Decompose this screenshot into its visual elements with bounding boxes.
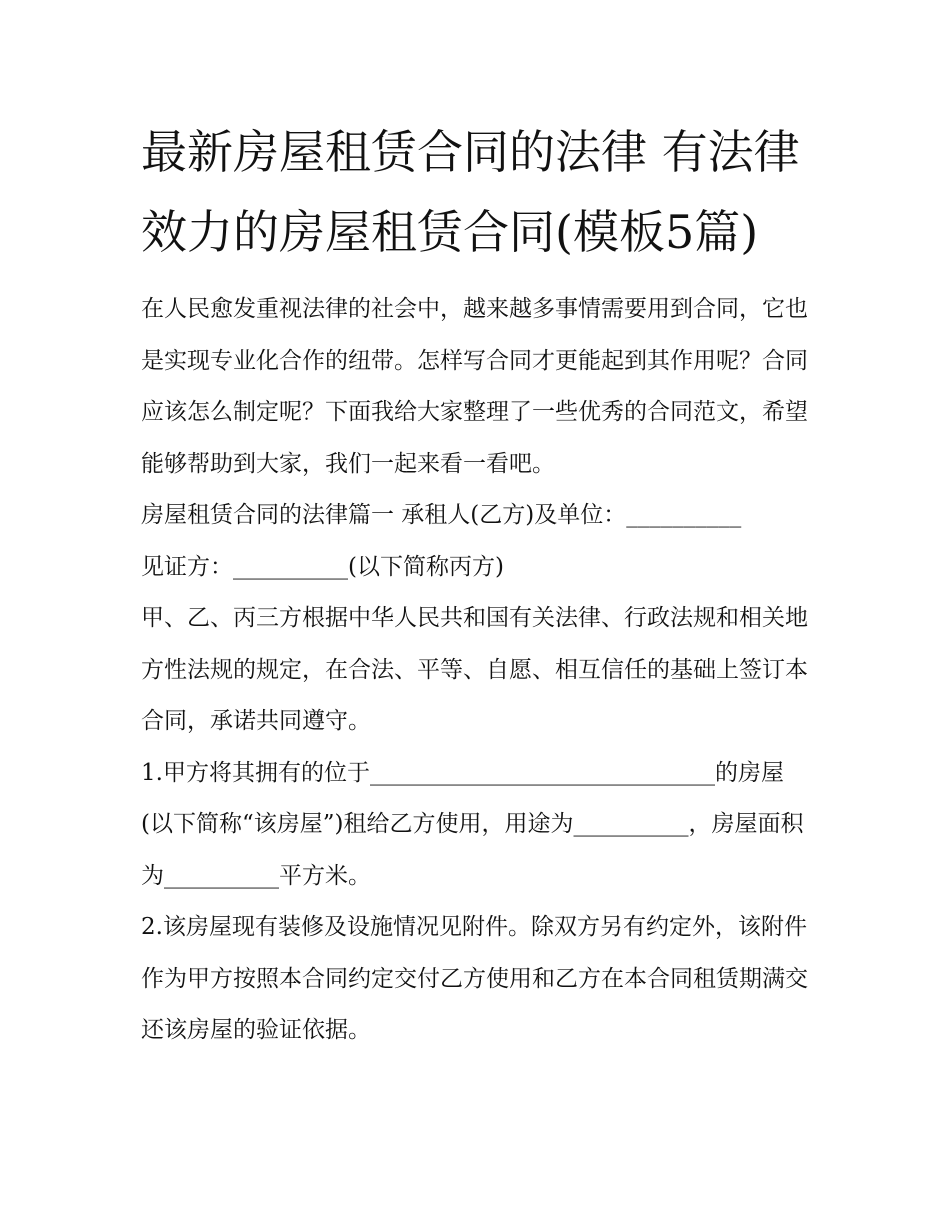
lessee-line: 房屋租赁合同的法律篇一 承租人(乙方)及单位：__________ [141,502,742,528]
witness-line: 见证方：__________(以下简称丙方) [141,553,504,580]
clause-1: 1.甲方将其拥有的位于______________________________的房屋(以下简称“该房屋”)租给乙方使用，用途为__________，房屋面积为__________平方米。 [141,759,804,889]
agreement-paragraph: 甲、乙、丙三方根据中华人民共和国有关法律、行政法规和相关地方性法规的规定，在合法、平等、自愿、相互信任的基础上签订本合同，承诺共同遵守。 [141,605,808,734]
document-page [141,112,813,1057]
clause-2: 2.该房屋现有装修及设施情况见附件。除双方另有约定外，该附件作为甲方按照本合同约定交付乙方使用和乙方在本合同租赁期满交还该房屋的验证依据。 [141,914,808,1043]
document-title: 最新房屋租赁合同的法律 有法律效力的房屋租赁合同(模板5篇) [141,125,800,259]
intro-paragraph: 在人民愈发重视法律的社会中，越来越多事情需要用到合同，它也是实现专业化合作的纽带。怎样写合同才更能起到其作用呢？合同应该怎么制定呢？下面我给大家整理了一些优秀的合同范文，希望能够帮助到大家，我们一起来看一看吧。 [141,296,808,477]
